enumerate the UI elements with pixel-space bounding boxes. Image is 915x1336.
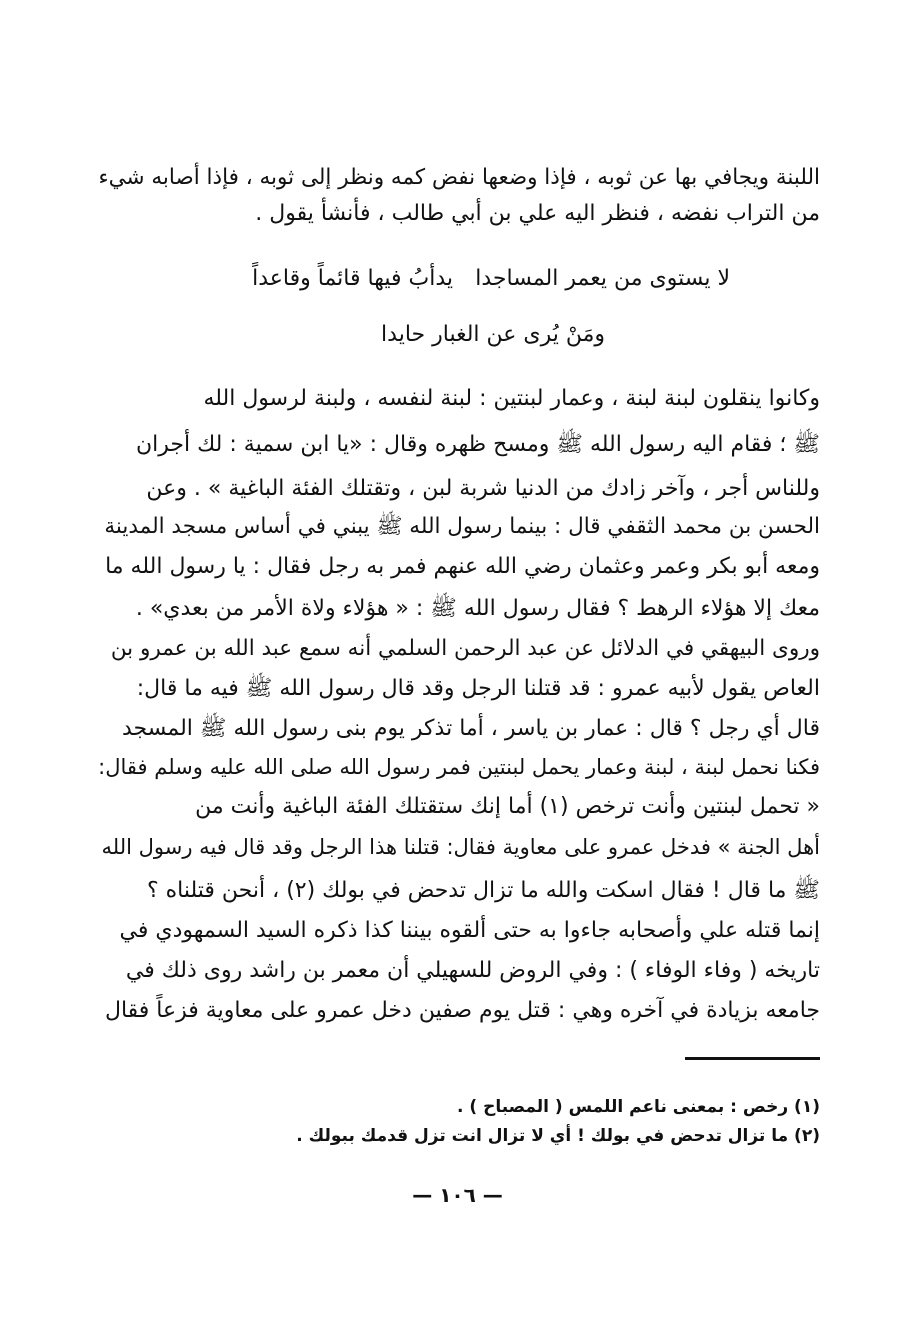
text-line: إنما قتله علي وأصحابه جاءوا به حتى ألقوه بيننا كذا ذكره السيد السمهودي في — [119, 918, 820, 943]
verse-line-third: ومَنْ يُرى عن الغبار حايدا — [381, 322, 605, 347]
text-line: ﷺ ما قال ! فقال اسكت والله ما تزال تدحض في بولك (٢) ، أنحن قتلناه ؟ — [146, 878, 820, 903]
text-line: معك إلا هؤلاء الرهط ؟ فقال رسول الله ﷺ : « هؤلاء ولاة الأمر من بعدي» . — [135, 596, 820, 621]
text-line: الحسن بن محمد الثقفي قال : بينما رسول الله ﷺ يبني في أساس مسجد المدينة — [104, 514, 820, 539]
verse-hemistich-second: يدأبُ فيها قائماً وقاعداً — [252, 266, 453, 291]
text-line: ومعه أبو بكر وعمر وعثمان رضي الله عنهم فمر به رجل فقال : يا رسول الله ما — [105, 554, 820, 579]
footnote: (٢) ما تزال تدحض في بولك ! أي لا تزال انت تزل قدمك ببولك . — [296, 1126, 820, 1146]
verse-hemistich-first: لا يستوى من يعمر المساجدا — [475, 266, 730, 291]
footnote-separator — [685, 1057, 820, 1060]
text-line: اللبنة ويجافي بها عن ثوبه ، فإذا وضعها نفض كمه ونظر إلى ثوبه ، فإذا أصابه شيء — [98, 165, 820, 190]
text-line: تاريخه ( وفاء الوفاء ) : وفي الروض للسهيلي أن معمر بن راشد روى ذلك في — [125, 958, 820, 983]
text-line: ﷺ ؛ فقام اليه رسول الله ﷺ ومسح ظهره وقال : «يا ابن سمية : لك أجران — [136, 432, 820, 457]
text-line: وكانوا ينقلون لبنة لبنة ، وعمار لبنتين : لبنة لنفسه ، ولبنة لرسول الله — [203, 386, 820, 411]
text-line: العاص يقول لأبيه عمرو : قد قتلنا الرجل وقد قال رسول الله ﷺ فيه ما قال: — [136, 676, 820, 701]
text-line: جامعه بزيادة في آخره وهي : قتل يوم صفين دخل عمرو على معاوية فزعاً فقال — [104, 998, 820, 1023]
text-line: وللناس أجر ، وآخر زادك من الدنيا شربة لبن ، وتقتلك الفئة الباغية » . وعن — [146, 476, 820, 501]
text-line: قال أي رجل ؟ قال : عمار بن ياسر ، أما تذكر يوم بنى رسول الله ﷺ المسجد — [121, 716, 820, 741]
text-line: « تحمل لبنتين وأنت ترخص (١) أما إنك ستقتلك الفئة الباغية وأنت من — [195, 794, 820, 819]
page-number: — ١٠٦ — — [412, 1183, 503, 1207]
text-line: وروى البيهقي في الدلائل عن عبد الرحمن السلمي أنه سمع عبد الله بن عمرو بن — [110, 636, 820, 661]
text-line: فكنا نحمل لبنة ، لبنة وعمار يحمل لبنتين فمر رسول الله صلى الله عليه وسلم فقال: — [98, 755, 820, 779]
footnote: (١) رخص : بمعنى ناعم اللمس ( المصباح ) . — [457, 1097, 820, 1117]
text-line: من التراب نفضه ، فنظر اليه علي بن أبي طالب ، فأنشأ يقول . — [255, 201, 820, 226]
text-line: أهل الجنة » فدخل عمرو على معاوية فقال: قتلنا هذا الرجل وقد قال فيه رسول الله — [101, 835, 820, 859]
